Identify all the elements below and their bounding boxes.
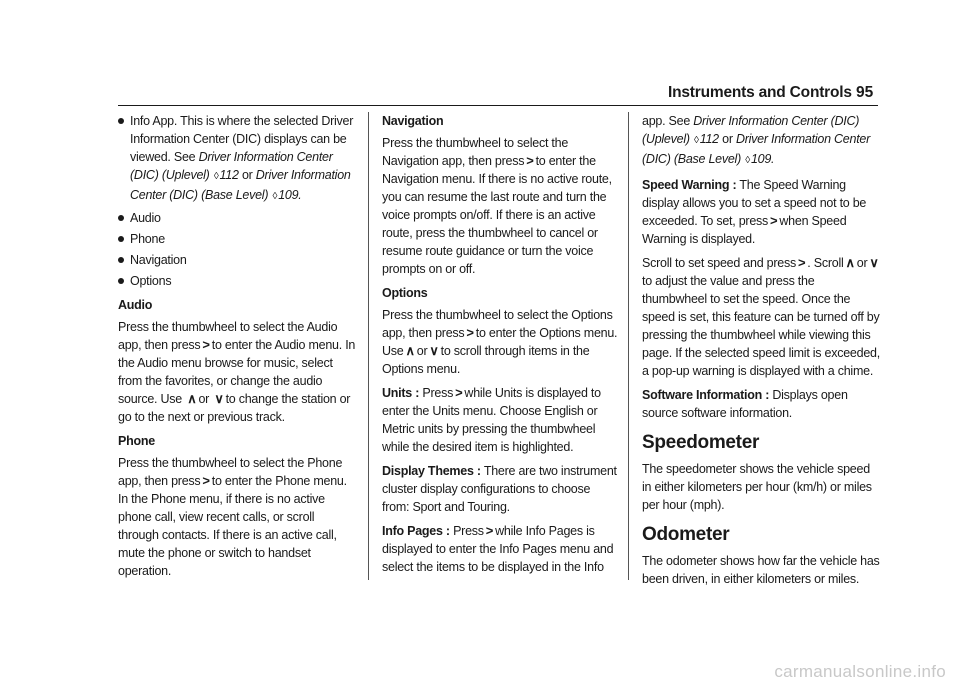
page-number: 95 [856,84,874,101]
chevron-up-icon: ∧ [187,391,197,406]
bullet-icon [118,215,124,221]
audio-paragraph: Press the thumbwheel to select the Audio app, then press > to enter the Audio menu. In the Audio menu browse for music, select from the favorites, or change the audio source. Use ∧ or ∨ to change the station or go to the next or previous track. [118,320,356,424]
odometer-paragraph: The odometer shows how far the vehicle has been driven, in either kilometers or miles. [642,554,880,586]
themes-paragraph: Display Themes : There are two instrument cluster display configurations to choose from: Sport and Touring. [382,464,617,514]
speed-warning-paragraph: Speed Warning : The Speed Warning display allows you to set a speed not to be exceeded. To set, press > when Speed Warning is displayed. [642,178,867,246]
chevron-right-icon: > [202,473,210,488]
chevron-right-icon: > [485,523,494,538]
cross-reference-link[interactable]: Driver Information Center (DIC) (Base Level) [642,132,871,166]
page-ref-number: 109. [750,152,775,166]
chevron-right-icon: > [455,385,463,400]
cross-reference-link[interactable]: Driver Information Center (DIC) (Uplevel) [130,150,333,182]
list-item: Info App. This is where the selected Driver Information Center (DIC) displays can be viewed. See Driver Information Center (DIC) (Uplevel) ◊112 or Driver Information Center (DIC) (Base Level) ◊109. [118,112,358,206]
page-header-title: Instruments and Controls [668,84,852,101]
menu-list [118,112,358,290]
bullet-icon [118,257,124,263]
bullet-icon [118,118,124,124]
list-item: Navigation [118,251,358,269]
units-paragraph: Units : Press > while Units is displayed to enter the Units menu. Choose English or Metric units by pressing the thumbwheel while the desired item is highlighted. [382,385,601,454]
list-item: Audio [118,209,358,227]
navigation-heading: Navigation [382,114,444,128]
column-1 [118,112,358,586]
chevron-right-icon: > [526,153,534,168]
page-ref-icon: ◊ [213,171,219,182]
chevron-down-icon: ∨ [429,343,439,358]
column-divider [368,112,369,580]
chevron-up-icon: ∧ [845,255,855,270]
header-divider [118,105,878,106]
chevron-right-icon: > [202,337,210,352]
list-item: Phone [118,230,358,248]
scroll-speed-paragraph: Scroll to set speed and press > . Scroll ∧ or ∨to adjust the value and press the thumbwheel to set the speed. Once the speed is set, this feature can be turned off by pressing the thumbwheel while viewing this page. If the selected speed limit is exceeded, a pop-up warning is displayed with a chime. [642,255,880,378]
options-heading: Options [382,286,428,300]
cross-reference-link[interactable]: Driver Information Center (DIC) (Base Level) [130,168,351,202]
chevron-down-icon: ∨ [214,391,224,406]
speedometer-paragraph: The speedometer shows the vehicle speed in either kilometers per hour (km/h) or miles per hour (mph). [642,462,872,512]
page-ref-number: 112 [219,168,239,182]
navigation-paragraph: Press the thumbwheel to select the Navigation app, then press > to enter the Navigation menu. If there is no active route, you can resume the last route and turn the voice prompts on/off. If there is an active route, press the thumbwheel to cancel or resume route guidance or turn the voice prompts on or off. [382,136,612,276]
column-divider [628,112,629,580]
info-pages-paragraph: Info Pages : Press > while Info Pages is displayed to enter the Info Pages menu and select the items to be displayed in the Info [382,523,614,574]
cross-reference-link[interactable]: Driver Information Center (DIC) (Uplevel) [642,114,860,146]
chevron-right-icon: > [770,213,778,228]
audio-heading: Audio [118,298,153,312]
software-info-paragraph: Software Information : Displays open source software information. [642,388,848,420]
phone-heading: Phone [118,434,155,448]
page-ref-icon: ◊ [745,155,750,166]
bullet-icon [118,278,124,284]
column-3 [642,112,882,594]
chevron-down-icon: ∨ [869,255,879,270]
chevron-right-icon: > [466,325,474,340]
watermark: carmanualsonline.info [774,662,946,681]
page-ref-number: 109. [278,188,302,202]
page-ref-icon: ◊ [272,191,278,202]
chevron-right-icon: > [797,255,806,270]
list-item: Options [118,272,358,290]
page-ref-number: 112 [699,132,719,146]
page-ref-icon: ◊ [694,135,699,146]
phone-paragraph: Press the thumbwheel to select the Phone app, then press > to enter the Phone menu. In the Phone menu, if there is no active phone call, view recent calls, or scroll through contacts. If there is an active call, mute the phone or switch to handset operation. [118,456,347,578]
chevron-up-icon: ∧ [405,343,415,358]
odometer-heading: Odometer [642,524,730,545]
bullet-icon [118,236,124,242]
column-2 [382,112,620,582]
info-pages-continued: app. See Driver Information Center (DIC) (Uplevel) ◊112 or Driver Information Center (DIC) (Base Level) ◊109. [642,112,882,170]
options-paragraph: Press the thumbwheel to select the Options app, then press > to enter the Options menu. Use ∧ or ∨ to scroll through items in the Options menu. [382,308,618,376]
speedometer-heading: Speedometer [642,432,760,453]
